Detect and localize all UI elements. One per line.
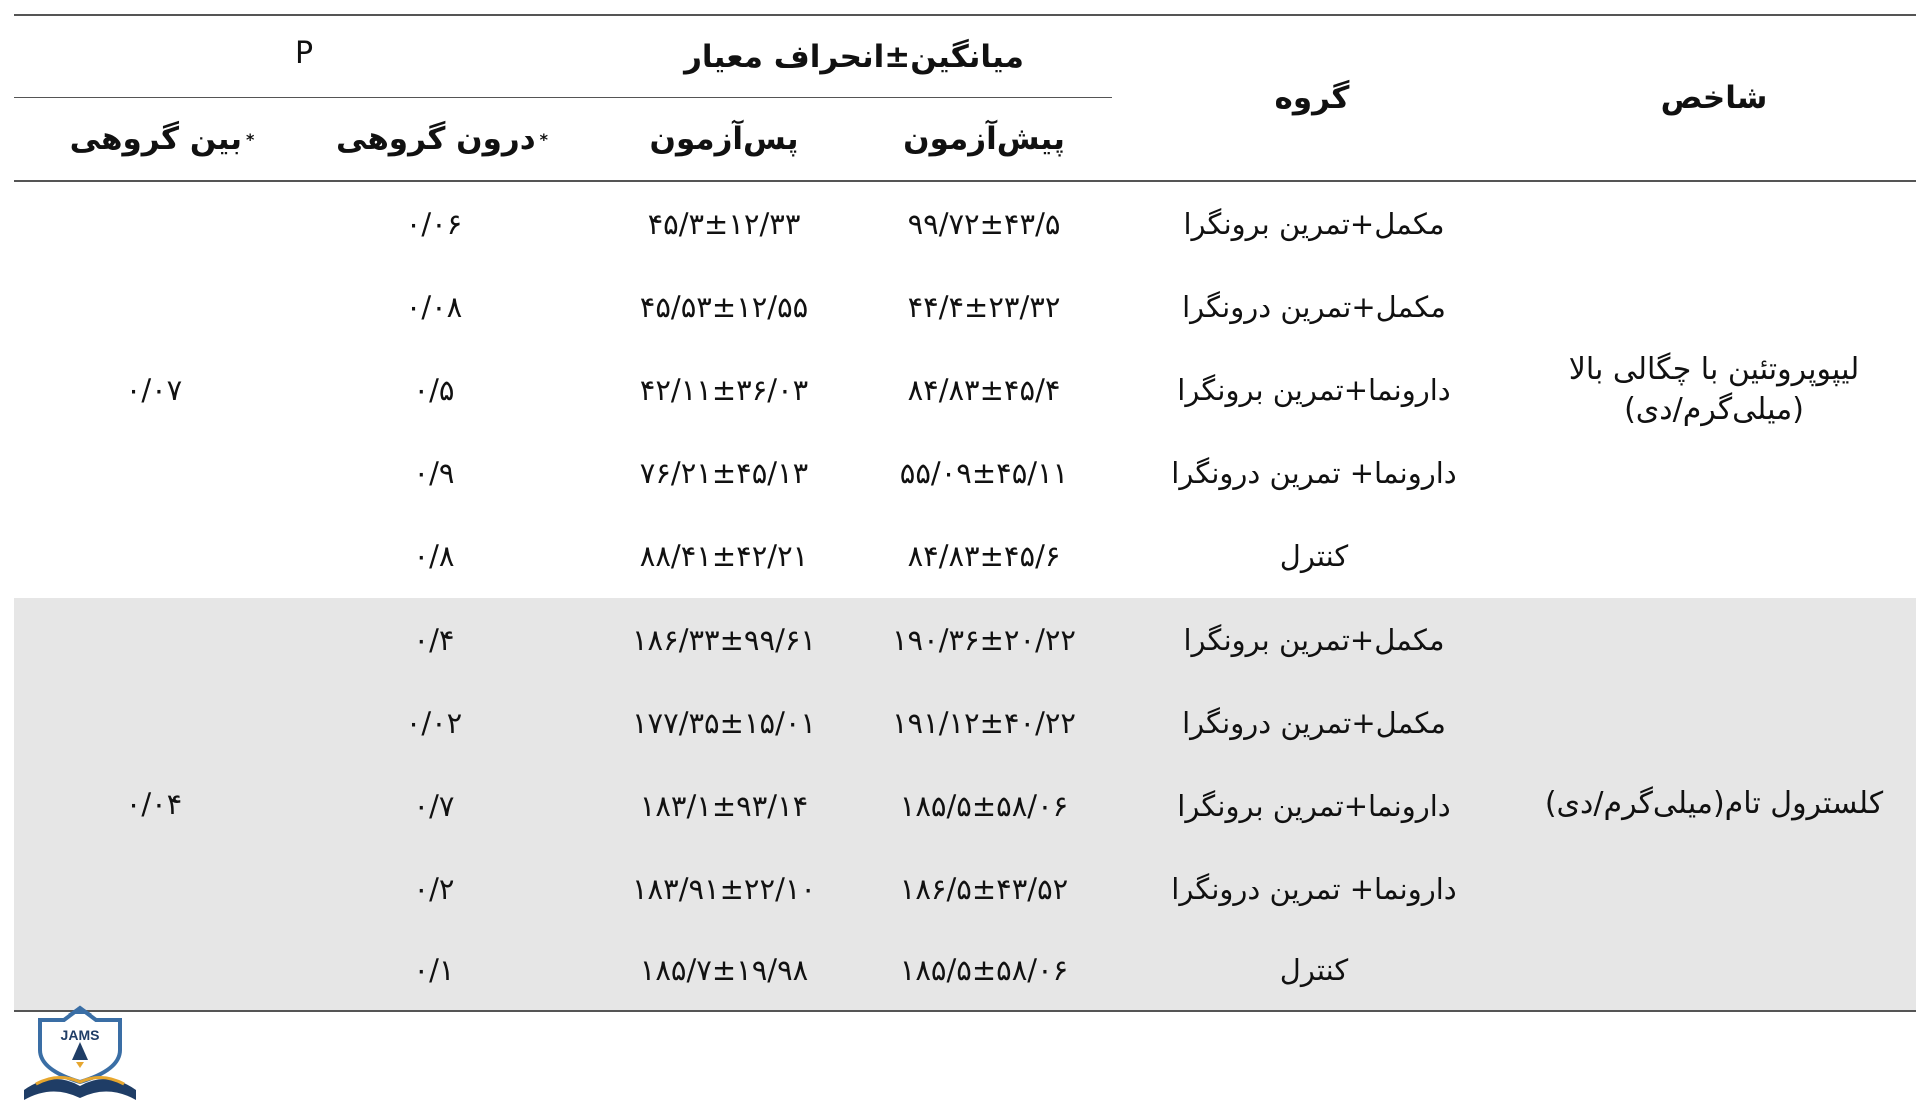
section-1-indicator: لیپوپروتئین با چگالی بالا (میلی‌گرم/دی) bbox=[1568, 352, 1860, 427]
row-group: دارونما+ تمرین درونگرا bbox=[1171, 455, 1457, 490]
row-pretest: ۸۴/۸۳±۴۵/۶ bbox=[907, 539, 1061, 573]
row-posttest: ۴۲/۱۱±۳۶/۰۳ bbox=[639, 372, 809, 407]
row-within-p: ۰/۷ bbox=[413, 788, 455, 823]
header-p: P bbox=[294, 35, 314, 71]
row-posttest: ۱۷۷/۳۵±۱۵/۰۱ bbox=[631, 705, 817, 740]
row-posttest: ۸۸/۴۱±۴۲/۲۱ bbox=[639, 539, 809, 573]
logo-text: JAMS bbox=[60, 1027, 100, 1043]
row-posttest: ۱۸۵/۷±۱۹/۹۸ bbox=[639, 953, 809, 987]
row-within-p: ۰/۰۶ bbox=[405, 206, 463, 241]
row-group: مکمل+تمرین برونگرا bbox=[1183, 622, 1445, 657]
row-pretest: ۱۹۰/۳۶±۲۰/۲۲ bbox=[891, 622, 1077, 657]
within-group-label: درون گروهی bbox=[335, 121, 536, 157]
row-posttest: ۱۸۳/۹۱±۲۲/۱۰ bbox=[631, 871, 817, 906]
header-between-group bbox=[54, 100, 274, 178]
header-group: گروه bbox=[1274, 80, 1350, 116]
row-group: دارونما+ تمرین درونگرا bbox=[1171, 871, 1457, 906]
between-group-label: بین گروهی bbox=[69, 121, 243, 157]
row-within-p: ۰/۱ bbox=[413, 953, 455, 987]
row-within-p: ۰/۵ bbox=[413, 372, 455, 407]
row-within-p: ۰/۹ bbox=[413, 455, 455, 490]
row-posttest: ۱۸۳/۱±۹۳/۱۴ bbox=[639, 788, 809, 823]
row-posttest: ۷۶/۲۱±۴۵/۱۳ bbox=[639, 455, 809, 490]
row-group: دارونما+تمرین برونگرا bbox=[1177, 788, 1451, 823]
table-top-rule bbox=[14, 14, 1916, 16]
row-pretest: ۱۸۵/۵±۵۸/۰۶ bbox=[899, 788, 1069, 823]
row-group: کنترل bbox=[1279, 953, 1349, 987]
row-pretest: ۱۸۶/۵±۴۳/۵۲ bbox=[899, 871, 1069, 906]
row-pretest: ۸۴/۸۳±۴۵/۴ bbox=[907, 372, 1061, 407]
header-sub-rule bbox=[14, 97, 1112, 98]
row-within-p: ۰/۰۲ bbox=[405, 705, 463, 740]
row-posttest: ۱۸۶/۳۳±۹۹/۶۱ bbox=[631, 622, 817, 657]
section-2-between-p: ۰/۰۴ bbox=[125, 787, 183, 821]
header-indicator: شاخص bbox=[1660, 80, 1768, 116]
jams-logo bbox=[18, 1004, 143, 1102]
row-posttest: ۴۵/۳±۱۲/۳۳ bbox=[647, 206, 801, 241]
row-within-p: ۰/۸ bbox=[413, 539, 455, 573]
between-group-star: * bbox=[246, 129, 255, 149]
row-group: دارونما+تمرین برونگرا bbox=[1177, 372, 1451, 407]
row-within-p: ۰/۲ bbox=[413, 871, 455, 906]
row-within-p: ۰/۴ bbox=[413, 622, 455, 657]
row-group: مکمل+تمرین درونگرا bbox=[1182, 705, 1446, 740]
row-group: مکمل+تمرین درونگرا bbox=[1182, 289, 1446, 324]
row-posttest: ۴۵/۵۳±۱۲/۵۵ bbox=[639, 289, 809, 324]
row-pretest: ۱۹۱/۱۲±۴۰/۲۲ bbox=[891, 705, 1077, 740]
header-pretest: پیش‌آزمون bbox=[903, 121, 1065, 157]
section-1-between-p: ۰/۰۷ bbox=[125, 373, 183, 407]
header-posttest: پس‌آزمون bbox=[649, 121, 799, 157]
table-bottom-rule bbox=[14, 1010, 1916, 1012]
row-pretest: ۴۴/۴±۲۳/۳۲ bbox=[907, 289, 1061, 324]
row-pretest: ۱۸۵/۵±۵۸/۰۶ bbox=[899, 953, 1069, 987]
row-pretest: ۵۵/۰۹±۴۵/۱۱ bbox=[899, 455, 1069, 490]
row-pretest: ۹۹/۷۲±۴۳/۵ bbox=[907, 206, 1061, 241]
within-group-star: * bbox=[539, 129, 549, 149]
row-within-p: ۰/۰۸ bbox=[405, 289, 463, 324]
row-group: کنترل bbox=[1279, 539, 1349, 573]
header-within-group bbox=[314, 100, 574, 178]
section-2-indicator: کلسترول تام(میلی‌گرم/دی) bbox=[1544, 786, 1884, 821]
header-mean-sd: میانگین±انحراف معیار bbox=[684, 39, 1024, 75]
row-group: مکمل+تمرین برونگرا bbox=[1183, 206, 1445, 241]
jams-logo-icon bbox=[18, 1004, 143, 1102]
